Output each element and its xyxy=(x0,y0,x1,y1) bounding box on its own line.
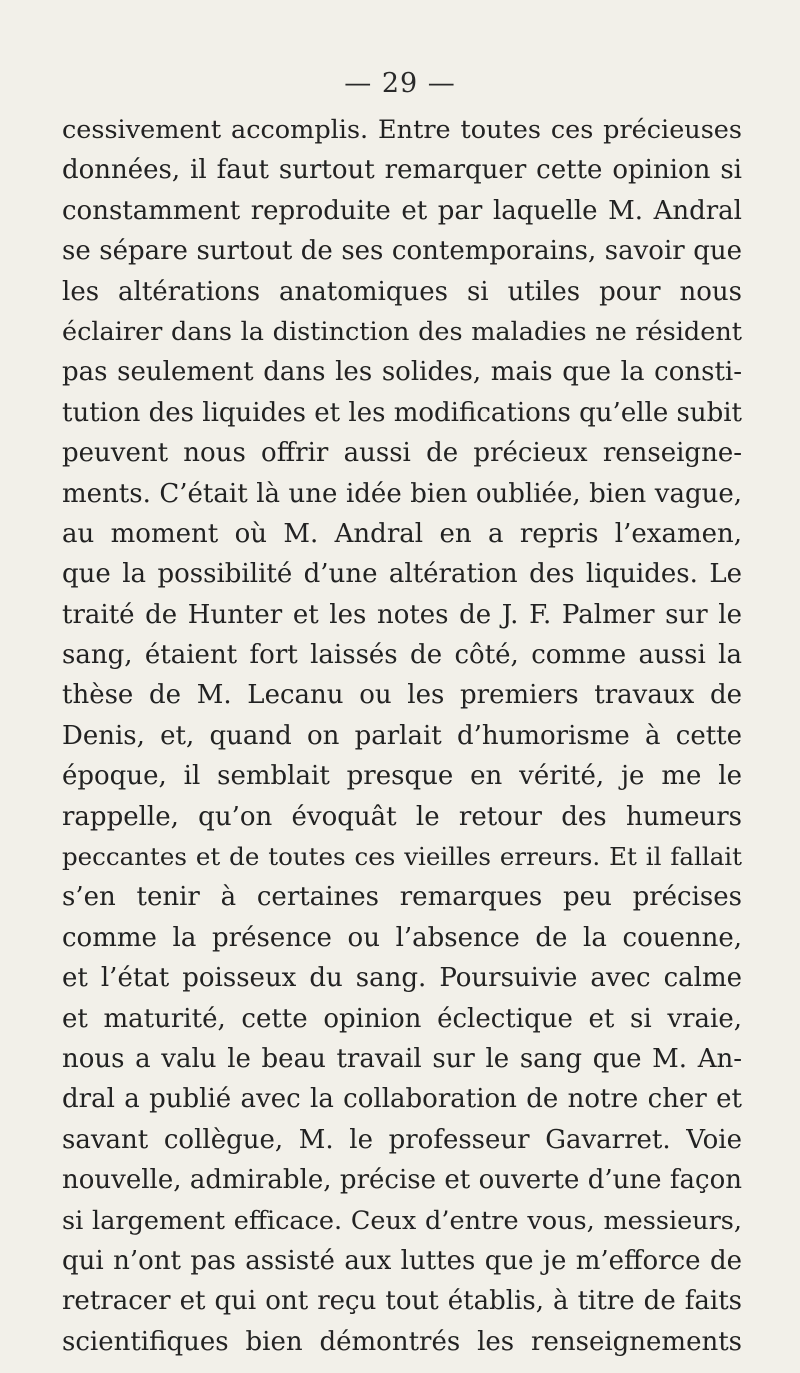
text-line: données, il faut surtout remarquer cette opinion si xyxy=(62,155,742,186)
text-line: au moment où M. Andral en a repris l’examen, xyxy=(62,518,742,549)
text-line: retracer et qui ont reçu tout établis, à titre de faits xyxy=(62,1286,742,1317)
text-line: scientifiques bien démontrés les renseignements xyxy=(62,1326,742,1357)
text-line: les altérations anatomiques si utiles pour nous xyxy=(62,276,742,307)
text-line: traité de Hunter et les notes de J. F. Palmer sur le xyxy=(62,599,742,630)
page-number: — 29 — xyxy=(344,68,456,99)
text-line: qui n’ont pas assisté aux luttes que je m’efforce de xyxy=(62,1245,742,1276)
text-line: nouvelle, admirable, précise et ouverte d’une façon xyxy=(62,1165,742,1196)
text-line: thèse de M. Lecanu ou les premiers travaux de xyxy=(62,680,742,711)
text-line: peccantes et de toutes ces vieilles erreurs. Et il fallait xyxy=(62,842,742,872)
text-line: comme la présence ou l’absence de la couenne, xyxy=(62,922,742,953)
text-line: que la possibilité d’une altération des liquides. Le xyxy=(62,559,742,590)
text-line: rappelle, qu’on évoquât le retour des humeurs xyxy=(62,801,742,832)
body-text xyxy=(62,110,742,1362)
text-line: s’en tenir à certaines remarques peu précises xyxy=(62,882,742,913)
text-line: Denis, et, quand on parlait d’humorisme à cette xyxy=(62,720,742,751)
text-line: constamment reproduite et par laquelle M. Andral xyxy=(62,195,742,226)
text-line: dral a publié avec la collaboration de notre cher et xyxy=(62,1084,742,1115)
text-line: peuvent nous offrir aussi de précieux renseigne- xyxy=(62,438,742,469)
text-line: se sépare surtout de ses contemporains, savoir que xyxy=(62,236,742,267)
text-line: sang, étaient fort laissés de côté, comme aussi la xyxy=(62,640,742,671)
text-line: et l’état poisseux du sang. Poursuivie avec calme xyxy=(62,963,742,994)
text-line: savant collègue, M. le professeur Gavarret. Voie xyxy=(62,1124,742,1155)
text-line: et maturité, cette opinion éclectique et si vraie, xyxy=(62,1003,742,1034)
text-line: pas seulement dans les solides, mais que la consti- xyxy=(62,357,742,388)
text-line: éclairer dans la distinction des maladies ne résident xyxy=(62,316,742,347)
text-line: ments. C’était là une idée bien oubliée, bien vague, xyxy=(62,478,742,509)
text-line: cessivement accomplis. Entre toutes ces précieuses xyxy=(62,115,742,145)
text-line: si largement efficace. Ceux d’entre vous, messieurs, xyxy=(62,1205,742,1236)
text-line: nous a valu le beau travail sur le sang que M. An- xyxy=(62,1043,742,1074)
text-line: époque, il semblait presque en vérité, je me le xyxy=(62,761,742,792)
text-line: tution des liquides et les modifications qu’elle subit xyxy=(62,397,742,428)
